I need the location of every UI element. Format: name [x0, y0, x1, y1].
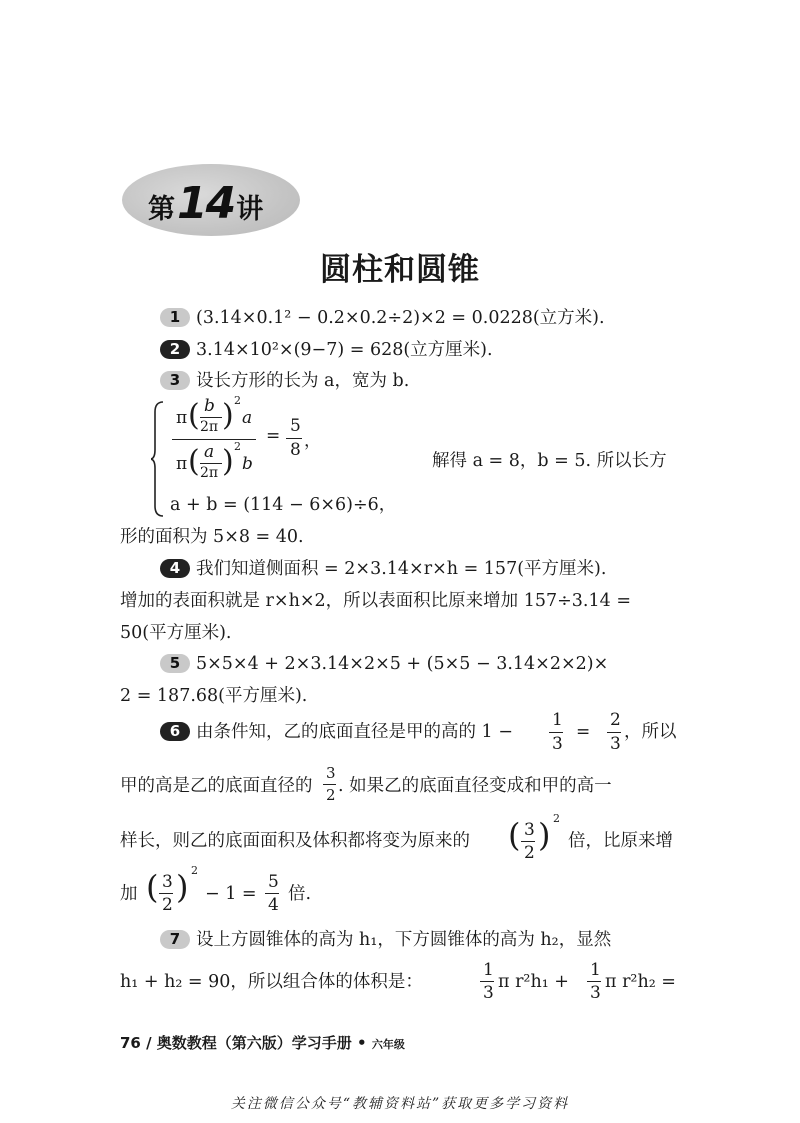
answer-4-line-2: 增加的表面积就是 r×h×2，所以表面积比原来增加 157÷3.14 = — [120, 591, 631, 611]
answer-badge-4: 4 — [160, 559, 190, 578]
answer-3 — [160, 371, 409, 392]
answer-6-line-4c: 倍. — [288, 884, 312, 904]
answer-4-line-3: 50(平方厘米). — [120, 623, 232, 643]
q7-frac1-num: 1 — [483, 960, 494, 980]
eq1-numerator-paren: ( — [188, 398, 200, 433]
q6-frac4-sq: 2 — [553, 812, 560, 825]
q6-frac5-num: 3 — [162, 872, 173, 892]
q7-frac2-num: 1 — [590, 960, 601, 980]
answer-badge-2: 2 — [160, 340, 190, 359]
answer-6-line-1a: 由条件知，乙的底面直径是甲的高的 1 − — [196, 722, 513, 742]
eq1-den-paren-close: ) — [222, 444, 234, 479]
q6-frac3-den: 2 — [326, 786, 336, 804]
answer-5 — [160, 654, 608, 675]
answer-5-line-1: 5×5×4 + 2×3.14×2×5 + (5×5 − 3.14×2×2)× — [196, 654, 609, 674]
answer-badge-6: 6 — [160, 722, 190, 741]
eq1-equals: = — [266, 426, 281, 446]
answer-2 — [160, 340, 493, 361]
answer-2-text: 3.14×10²×(9−7) = 628(立方厘米). — [196, 340, 493, 360]
answer-7-line-2a: h₁ + h₂ = 90，所以组合体的体积是： — [120, 972, 423, 992]
eq1-rhs-den: 8 — [290, 440, 301, 460]
q6-frac6-den: 4 — [268, 895, 279, 915]
answer-badge-7: 7 — [160, 930, 190, 949]
answer-6-line-3a: 样长，则乙的底面面积及体积都将变为原来的 — [120, 831, 470, 851]
eq1-num-b: b — [204, 396, 215, 416]
q6-frac1-num: 1 — [552, 710, 563, 730]
q6-frac4-paren-close: ) — [538, 816, 551, 854]
q6-frac4-paren-open: ( — [508, 816, 521, 854]
eq1-den-a: a — [204, 442, 215, 462]
page-footer — [120, 1032, 405, 1053]
answer-1 — [160, 308, 605, 329]
page-title: 圆柱和圆锥 — [320, 252, 480, 288]
answer-badge-1: 1 — [160, 308, 190, 327]
q6-frac2-num: 2 — [610, 710, 621, 730]
q7-term1: π r²h₁ + — [498, 972, 569, 992]
equation-1 — [170, 396, 330, 486]
q6-frac5-den: 2 — [162, 895, 173, 915]
q6-frac5-paren-open: ( — [146, 868, 159, 906]
eq1-comma: ， — [304, 431, 321, 451]
chapter-number: 14 — [177, 178, 235, 229]
grade-label: 六年级 — [371, 1038, 405, 1051]
chapter-badge — [148, 178, 264, 229]
eq1-numerator-pi: π — [176, 408, 188, 428]
answer-6-line-3b: 倍，比原来增 — [568, 831, 673, 851]
answer-6-line-4a: 加 — [120, 884, 138, 904]
bottom-note: 关注微信公众号“教辅资料站”获取更多学习资料 — [230, 1096, 570, 1112]
answer-3-intro: 设长方形的长为 a，宽为 b. — [196, 371, 410, 391]
answer-4-line-1: 我们知道侧面积 = 2×3.14×r×h = 157(平方厘米). — [196, 559, 607, 579]
answer-6-line-4b: − 1 = — [205, 884, 257, 904]
equation-brace — [151, 400, 165, 518]
answer-7 — [160, 930, 611, 951]
q6-frac4-num: 3 — [524, 820, 535, 840]
q7-frac2-den: 3 — [590, 983, 601, 1003]
page-number: 76 — [120, 1034, 141, 1052]
answer-3-cont: 形的面积为 5×8 = 40. — [120, 527, 304, 547]
eq1-den-paren: ( — [188, 444, 200, 479]
book-title: / 奥数教程（第六版）学习手册 • — [146, 1034, 367, 1052]
answer-5-line-2: 2 = 187.68(平方厘米). — [120, 686, 308, 706]
chapter-suffix: 讲 — [236, 194, 264, 225]
chapter-prefix: 第 — [148, 194, 175, 225]
answer-6 — [160, 722, 513, 743]
q6-frac6-num: 5 — [268, 872, 279, 892]
answer-7-line-1: 设上方圆锥体的高为 h₁，下方圆锥体的高为 h₂，显然 — [196, 930, 612, 950]
answer-4 — [160, 559, 606, 580]
answer-3-solve: 解得 a = 8，b = 5. 所以长方 — [432, 451, 667, 471]
q6-frac1-den: 3 — [552, 734, 563, 754]
q6-frac4-den: 2 — [524, 843, 535, 863]
eq1-den-b: b — [242, 454, 253, 474]
eq1-rhs-num: 5 — [290, 416, 301, 436]
eq1-den-2pi: 2π — [200, 465, 219, 481]
answer-3-eq2: a + b = (114 − 6×6)÷6， — [170, 495, 397, 515]
q6-equals: = — [576, 722, 591, 742]
eq1-num-a: a — [242, 408, 253, 428]
answer-badge-3: 3 — [160, 371, 190, 390]
eq1-num-sq: 2 — [234, 394, 241, 407]
answer-1-text: (3.14×0.1² − 0.2×0.2÷2)×2 = 0.0228(立方米). — [196, 308, 605, 328]
eq1-main-frac-line — [172, 439, 256, 440]
eq1-numerator-paren-close: ) — [222, 398, 234, 433]
eq1-denominator-pi: π — [176, 454, 188, 474]
eq1-den-sq: 2 — [234, 440, 241, 453]
eq1-num-2pi: 2π — [200, 419, 219, 435]
q7-term2: π r²h₂ = — [605, 972, 676, 992]
answer-6-line-1b: ，所以 — [624, 722, 677, 742]
q6-frac3-num: 3 — [326, 764, 336, 782]
q6-frac2-den: 3 — [610, 734, 621, 754]
answer-badge-5: 5 — [160, 654, 190, 673]
answer-6-line-2b: . 如果乙的底面直径变成和甲的高一 — [338, 776, 612, 796]
q6-frac5-paren-close: ) — [176, 868, 189, 906]
answer-6-line-2a: 甲的高是乙的底面直径的 — [120, 776, 313, 796]
q6-frac5-sq: 2 — [191, 864, 198, 877]
q7-frac1-den: 3 — [483, 983, 494, 1003]
